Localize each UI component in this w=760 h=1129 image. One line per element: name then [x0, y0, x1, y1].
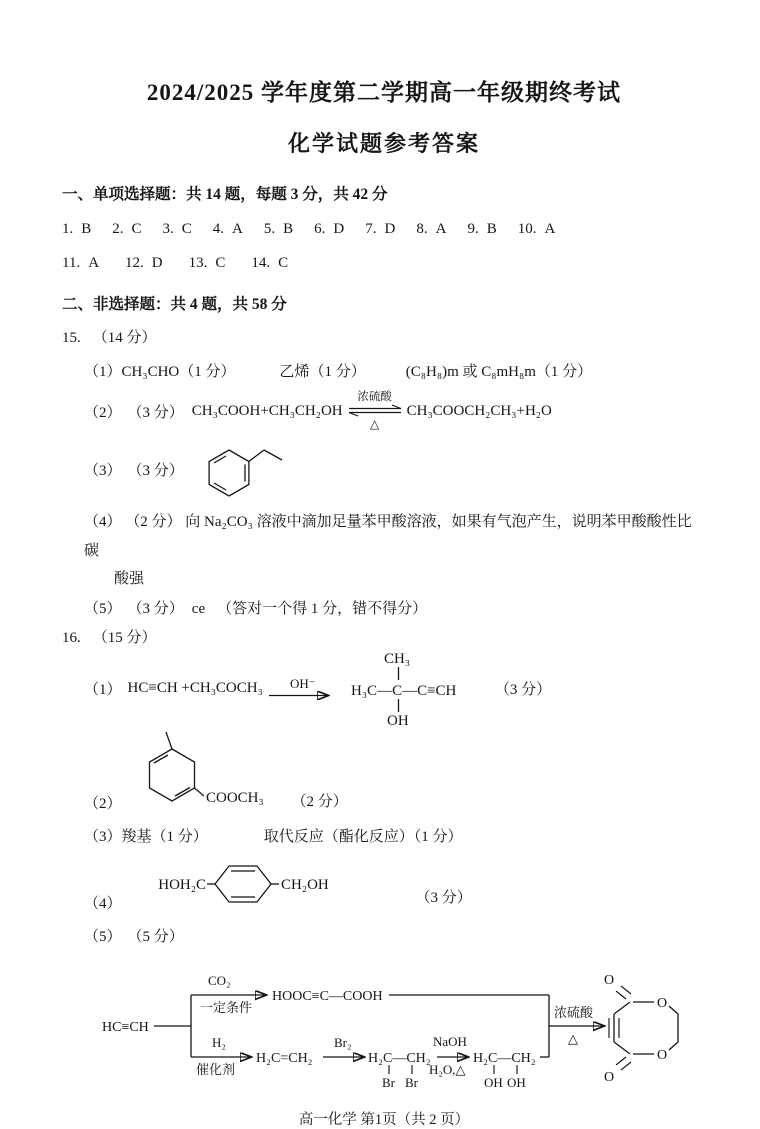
- answer-text: ce: [191, 600, 206, 617]
- answer-item: 11. A: [62, 255, 100, 271]
- answer-item: 14. C: [251, 255, 289, 271]
- q15-part2: [84, 390, 706, 432]
- ethylene-label: H₂C=CH₂: [256, 1050, 313, 1066]
- answer-line-2: 酸强: [114, 571, 145, 587]
- part-score: （3 分）: [415, 889, 472, 906]
- methylbutynol-structure: [343, 649, 469, 729]
- hydroxyl-label: OH: [386, 712, 409, 729]
- part-label: （3）: [84, 828, 122, 845]
- carbonyl-oxygen-top-label: O: [603, 972, 615, 988]
- equilibrium-harpoons-icon: [347, 404, 403, 417]
- answer-item: 10. A: [517, 221, 556, 237]
- part-score: （3 分）: [127, 462, 184, 479]
- benzenedimethanol-structure: [126, 853, 366, 915]
- ester-group-label: COOCH₃: [205, 789, 264, 806]
- left-substituent-label: HOH₂C: [157, 876, 206, 893]
- part-label: （4）: [84, 514, 122, 530]
- answer-text: (C₈H₈)m 或 C₈mH₈m（1 分）: [405, 364, 593, 380]
- answer-item: 6. D: [314, 221, 345, 237]
- q16-part1: [84, 651, 706, 727]
- q15-part1: [84, 360, 706, 381]
- part-score: （2 分）: [125, 514, 182, 530]
- part-label: （1）: [84, 682, 122, 698]
- q15-heading: [62, 326, 706, 347]
- section1-heading: 一、单项选择题：共 14 题，每题 3 分，共 42 分: [62, 186, 388, 203]
- ring-oxygen-bottom-label: O: [656, 1047, 668, 1063]
- q16-heading: [62, 626, 706, 647]
- right-substituent-label: CH₂OH: [280, 876, 329, 893]
- catalyst-label: 催化剂: [196, 1061, 236, 1077]
- answer-text: 向 Na₂CO₃ 溶液中滴加足量苯甲酸溶液，如果有气泡产生，说明苯甲酸酸性比碳: [84, 514, 692, 559]
- part-score: （3 分）: [127, 600, 184, 617]
- dibromide-label: H₂C—CH₂: [368, 1050, 431, 1066]
- answer-item: 3. C: [162, 221, 192, 237]
- answer-item: 12. D: [125, 255, 163, 271]
- page-footer: 高一化学 第1页（共 2 页）: [298, 1111, 470, 1128]
- oh-left-label: OH: [484, 1074, 503, 1090]
- answer-line-1: [84, 508, 706, 565]
- answer-item: 9. B: [467, 221, 497, 237]
- diacid-label: HOOC≡C—COOH: [272, 988, 383, 1004]
- page-subtitle: 化学试题参考答案: [287, 131, 480, 156]
- cyclic-diester-structure: [604, 973, 678, 1085]
- answer-text: 羧基（1 分）: [121, 828, 208, 845]
- br2-label: Br₂: [334, 1034, 352, 1050]
- q16-part3: [84, 825, 706, 846]
- carbonyl-oxygen-bottom-label: O: [603, 1069, 615, 1085]
- answer-item: 1. B: [62, 221, 92, 237]
- q15-part5: [84, 597, 706, 618]
- condition-below: △: [369, 417, 380, 432]
- q16-part4: [84, 851, 706, 915]
- q15-score: （14 分）: [92, 330, 157, 346]
- part-label: （1）: [84, 364, 122, 380]
- diol-label: H₂C—CH₂: [473, 1050, 536, 1066]
- part-label: （5）: [84, 600, 122, 617]
- arrow-icon: [268, 691, 338, 700]
- page-title: 2024/2025 学年度第二学期高一年级期终考试: [146, 80, 622, 105]
- equilibrium-arrow: [347, 392, 403, 431]
- co2-label: CO₂: [208, 972, 231, 988]
- ethylbenzene-structure: [194, 435, 290, 503]
- answer-item: 7. D: [365, 221, 396, 237]
- condition-above: OH⁻: [290, 676, 316, 691]
- part-score: （2 分）: [291, 793, 348, 810]
- part-score: （3 分）: [494, 682, 552, 698]
- q15-number: 15.: [62, 330, 81, 346]
- answer-text: 取代反应（酯化反应）（1 分）: [263, 828, 463, 845]
- q15-part3: [84, 435, 706, 503]
- q16-part5: [84, 925, 706, 946]
- part-score: （3 分）: [127, 404, 184, 421]
- answer-item: 2. C: [112, 221, 142, 237]
- backbone-label: H₃C—C—C≡CH: [350, 682, 457, 699]
- part-label: （2）: [84, 795, 122, 812]
- q16-number: 16.: [62, 629, 81, 646]
- answer-item: 5. B: [263, 221, 294, 237]
- synthesis-flowchart: [96, 966, 696, 1096]
- grading-note: （答对一个得 1 分，错不得分）: [217, 600, 428, 617]
- oh-right-label: OH: [507, 1074, 526, 1090]
- naoh-label: NaOH: [433, 1033, 467, 1049]
- reactants-text: HC≡CH +CH₃COCH₃: [127, 680, 263, 696]
- answer-item: 8. A: [416, 221, 447, 237]
- q16-score: （15 分）: [92, 629, 157, 646]
- answer-text: 乙烯（1 分）: [279, 364, 366, 380]
- ring-oxygen-top-label: O: [656, 995, 668, 1011]
- substituent-label: CH₃: [383, 650, 410, 667]
- br-left-label: Br: [382, 1074, 395, 1090]
- condition-above: 浓硫酸: [357, 390, 392, 403]
- part-score: （5 分）: [127, 928, 184, 945]
- part-label: （5）: [84, 928, 122, 945]
- acetylene-label: HC≡CH: [102, 1019, 149, 1035]
- part-label: （2）: [84, 404, 122, 421]
- answer-item: 13. C: [188, 255, 226, 271]
- sulfuric-acid-label: 浓硫酸: [554, 1004, 594, 1020]
- br-right-label: Br: [405, 1074, 418, 1090]
- q16-part2: [84, 729, 706, 817]
- q15-part4: [84, 508, 706, 594]
- h2-label: H₂: [212, 1034, 226, 1050]
- equation-right: CH₃COOCH₂CH₃+H₂O: [406, 402, 552, 419]
- choice-answers-row-2: [62, 255, 706, 272]
- cyclohexadiene-ester-structure: [128, 729, 278, 817]
- equation-left: CH₃COOH+CH₃CH₂OH: [191, 402, 343, 419]
- delta-label: △: [568, 1030, 578, 1046]
- h2o-label: H₂O,△: [429, 1061, 466, 1077]
- reaction-arrow: [268, 677, 338, 700]
- part-label: （3）: [84, 462, 122, 479]
- condition-label: 一定条件: [200, 999, 253, 1015]
- part-label: （4）: [84, 895, 122, 912]
- answer-item: 4. A: [212, 221, 243, 237]
- answer-text: CH₃CHO（1 分）: [121, 364, 236, 380]
- choice-answers-row-1: [62, 221, 706, 238]
- section2-heading: 二、非选择题：共 4 题，共 58 分: [62, 296, 287, 313]
